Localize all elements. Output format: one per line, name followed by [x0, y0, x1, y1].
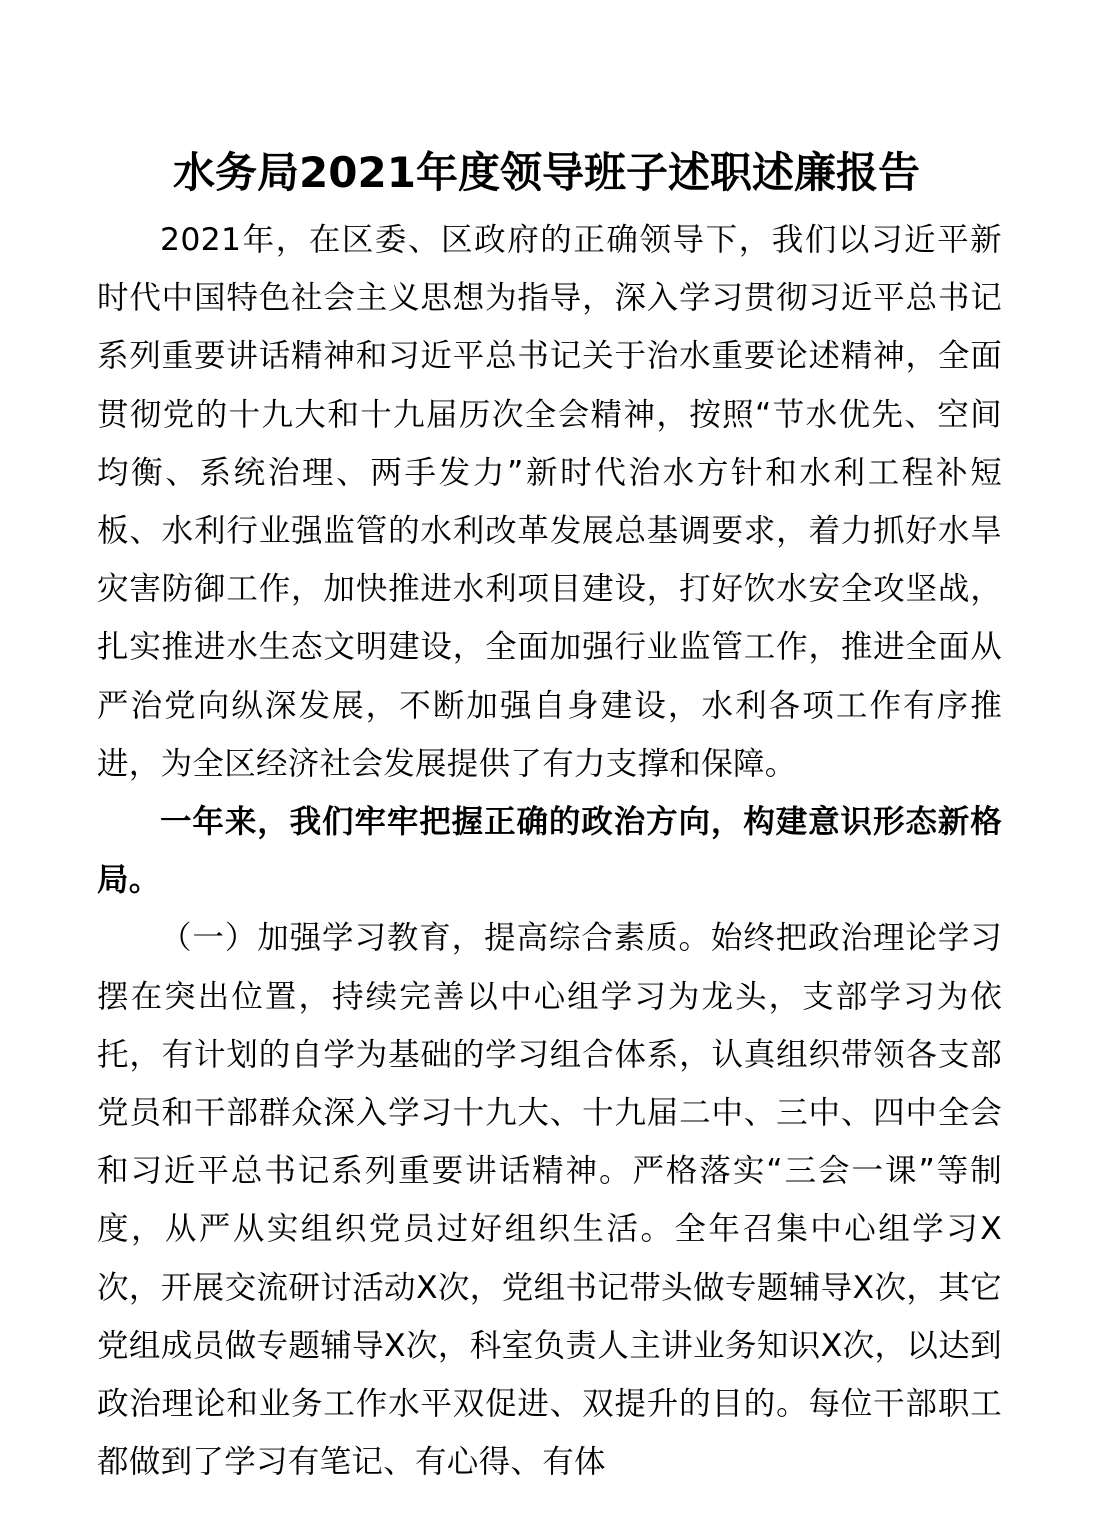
paragraph-study-education: （一）加强学习教育，提高综合素质。始终把政治理论学习摆在突出位置，持续完善以中心组学习为龙头，支部学习为依托，有计划的自学为基础的学习组合体系，认真组织带领各支部党员和干部群众深入学习十九大、十九届二中、三中、四中全会和习近平总书记系列重要讲话精神。严格落实“三会一课”等制度，从严从实组织党员过好组织生活。全年召集中心组学习X次，开展交流研讨活动X次，党组书记带头做专题辅导X次，其它党组成员做专题辅导X次，科室负责人主讲业务知识X次，以达到政治理论和业务工作水平双促进、双提升的目的。每位干部职工都做到了学习有笔记、有心得、有体	[97, 920, 1002, 1481]
paragraph-section-heading: 一年来，我们牢牢把握正确的政治方向，构建意识形态新格局。	[97, 804, 1002, 899]
document-body	[97, 211, 1002, 1491]
document-title: 水务局2021年度领导班子述职述廉报告	[173, 148, 920, 197]
paragraph-intro: 2021年，在区委、区政府的正确领导下，我们以习近平新时代中国特色社会主义思想为指导，深入学习贯彻习近平总书记系列重要讲话精神和习近平总书记关于治水重要论述精神，全面贯彻党的十九大和十九届历次全会精神，按照“节水优先、空间均衡、系统治理、两手发力”新时代治水方针和水利工程补短板、水利行业强监管的水利改革发展总基调要求，着力抓好水旱灾害防御工作，加快推进水利项目建设，打好饮水安全攻坚战，扎实推进水生态文明建设，全面加强行业监管工作，推进全面从严治党向纵深发展，不断加强自身建设，水利各项工作有序推进，为全区经济社会发展提供了有力支撑和保障。	[97, 222, 1002, 782]
